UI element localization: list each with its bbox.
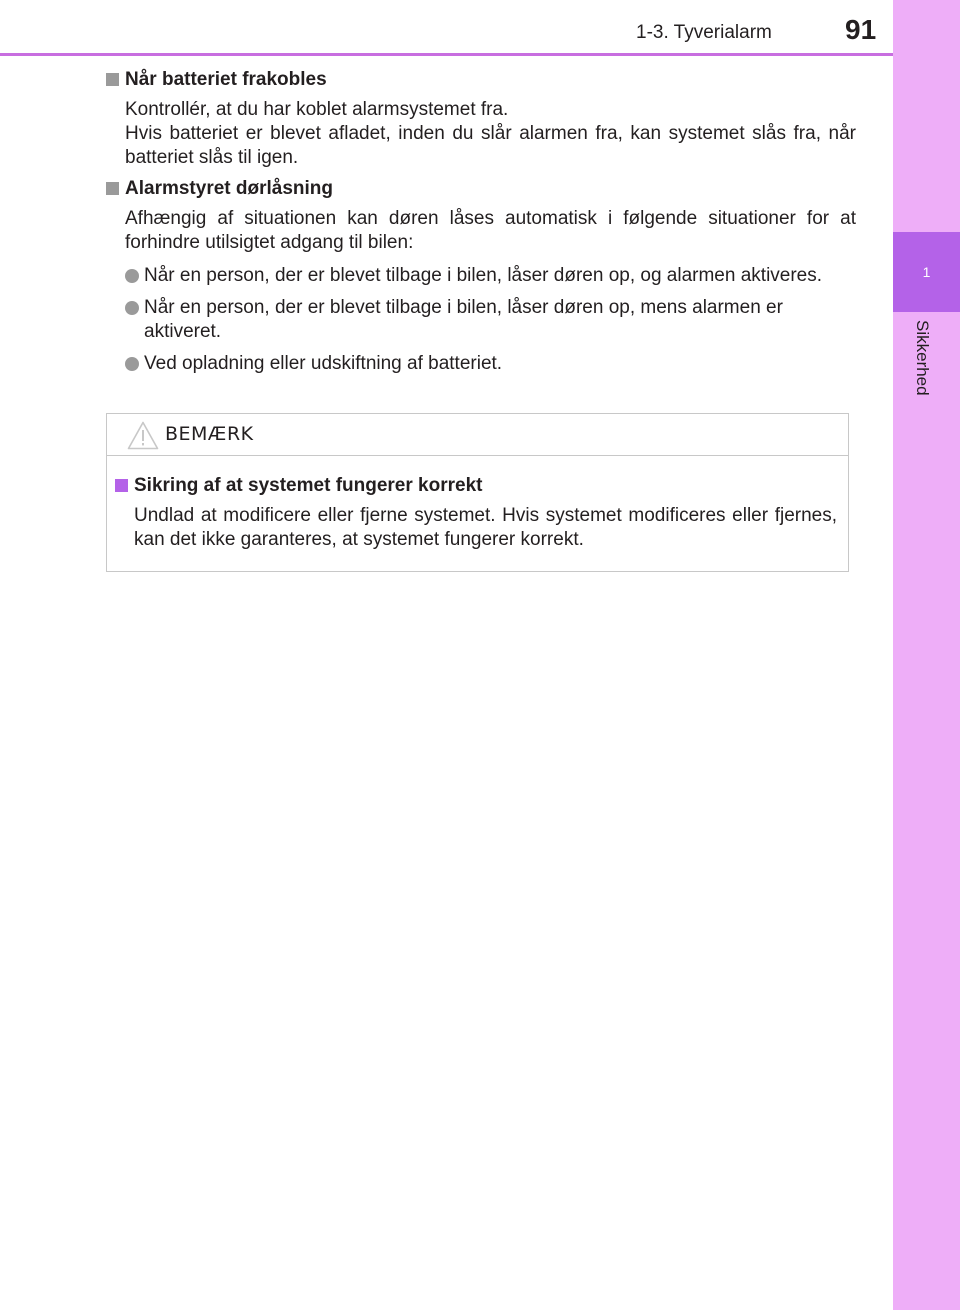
notice-body bbox=[115, 474, 837, 552]
header-rule bbox=[0, 53, 893, 56]
square-bullet-icon bbox=[115, 479, 128, 492]
notice-title: BEMÆRK bbox=[165, 423, 254, 445]
list-item bbox=[106, 296, 856, 344]
side-tab-chapter[interactable] bbox=[893, 232, 960, 312]
section-heading-text: Alarmstyret dørlåsning bbox=[125, 178, 333, 199]
square-bullet-icon bbox=[106, 182, 119, 195]
section-heading bbox=[106, 68, 856, 92]
notice-header bbox=[107, 414, 848, 456]
list-item bbox=[106, 352, 856, 376]
section-heading bbox=[106, 177, 856, 201]
paragraph: Kontrollér, at du har koblet alarmsystemet fra. bbox=[125, 99, 509, 120]
notice-heading bbox=[115, 474, 837, 498]
side-tab-strip bbox=[893, 0, 960, 1310]
side-tab-label: Sikkerhed bbox=[913, 320, 932, 396]
square-bullet-icon bbox=[106, 73, 119, 86]
header-section-title: 1-3. Tyverialarm bbox=[636, 22, 772, 43]
notice-heading-text: Sikring af at systemet fungerer korrekt bbox=[134, 475, 483, 496]
bullet-dot-icon bbox=[125, 269, 139, 283]
paragraph: Hvis batteriet er blevet afladet, inden du slår alarmen fra, kan systemet slås fra, når batteriet slås til igen. bbox=[125, 123, 856, 168]
list-item-text: Når en person, der er blevet tilbage i bilen, låser døren op, og alarmen aktiveres. bbox=[144, 265, 823, 286]
page-number: 91 bbox=[845, 14, 877, 45]
section-heading-text: Når batteriet frakobles bbox=[125, 69, 327, 90]
section-battery-disconnect bbox=[106, 68, 856, 170]
section-alarm-door-lock bbox=[106, 177, 856, 376]
side-tab-chapter-number: 1 bbox=[922, 264, 931, 280]
paragraph: Afhængig af situationen kan døren låses automatisk i følgende situationer for at forhindre utilsigtet adgang til bilen: bbox=[125, 208, 856, 253]
bullet-dot-icon bbox=[125, 301, 139, 315]
list-item bbox=[106, 264, 856, 288]
list-item-text: Når en person, der er blevet tilbage i bilen, låser døren op, mens alarmen er aktiveret. bbox=[144, 297, 783, 342]
notice-box bbox=[106, 413, 849, 572]
warning-triangle-icon bbox=[127, 421, 159, 450]
bullet-dot-icon bbox=[125, 357, 139, 371]
list-item-text: Ved opladning eller udskiftning af batteriet. bbox=[144, 353, 503, 374]
notice-text: Undlad at modificere eller fjerne systemet. Hvis systemet modificeres eller fjernes, kan det ikke garanteres, at systemet fungerer korrekt. bbox=[134, 505, 837, 550]
